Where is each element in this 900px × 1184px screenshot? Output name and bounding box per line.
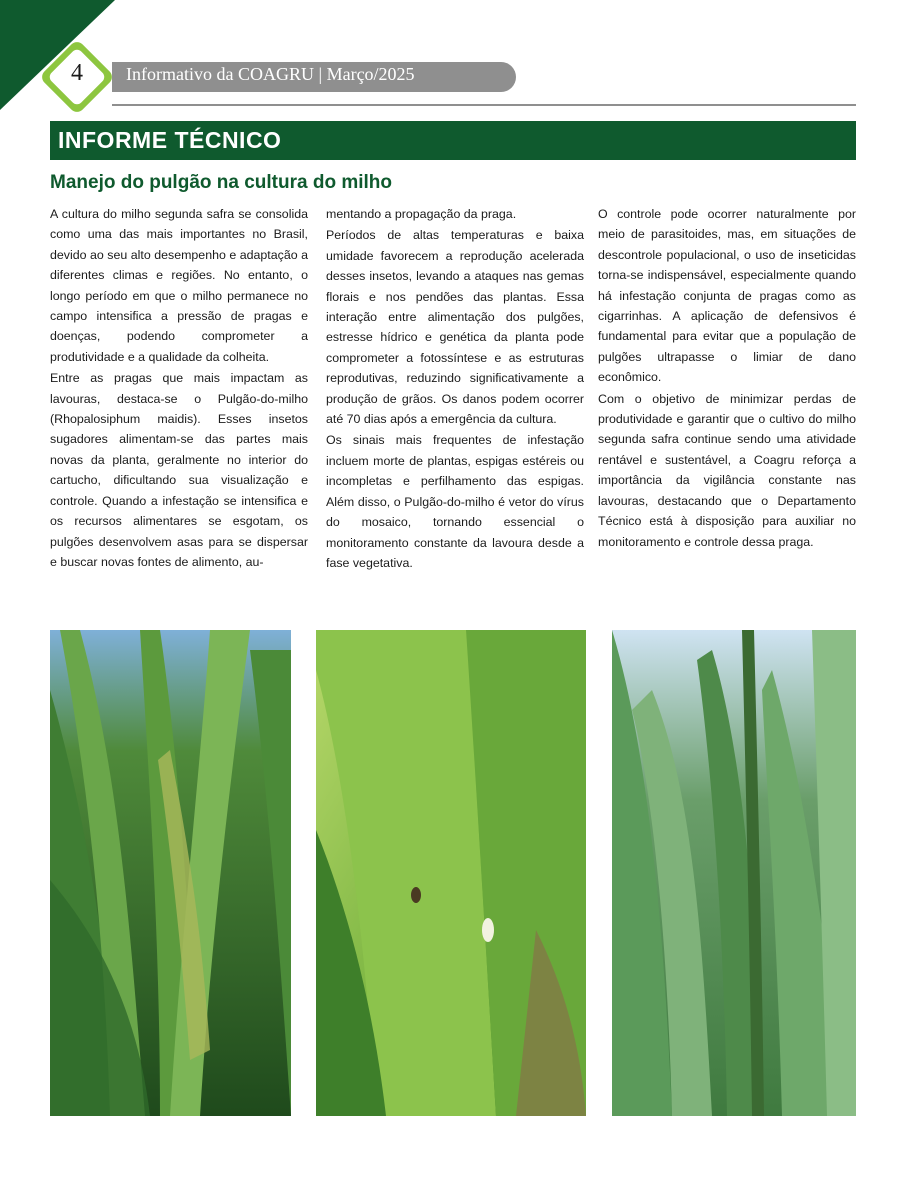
header-divider <box>112 104 856 106</box>
publication-title: Informativo da COAGRU | Março/2025 <box>126 64 415 84</box>
paragraph: mentando a propagação da praga. <box>326 207 517 221</box>
text-column-2 <box>326 204 584 574</box>
photo-corn-whorl-aphids <box>50 630 291 1116</box>
text-column-1 <box>50 204 308 573</box>
page-number: 4 <box>71 60 83 86</box>
paragraph: Os sinais mais frequentes de infestação incluem morte de plantas, espigas estéreis ou incompletas e perfilhamento das espigas. Além disso, o Pulgão-do-milho é vetor do vírus do mosaico, tornando essencial o monitoramento constante da lavoura desde a fase vegetativa. <box>326 433 584 570</box>
paragraph: Entre as pragas que mais impactam as lavouras, destaca-se o Pulgão-do-milho (Rhopalosiphum maidis). Esses insetos sugadores alimentam-se das partes mais novas da planta, geralmente no interior do cartucho, dificultando sua visualização e controle. Quando a infestação se intensifica e os recursos alimentares se esgotam, os pulgões desenvolvem asas para se dispersar e buscar novas fontes de alimento, au- <box>50 371 308 569</box>
paragraph: O controle pode ocorrer naturalmente por meio de parasitoides, mas, em situações de descontrole populacional, o uso de inseticidas torna-se indispensável, especialmente quando há infestação conjunta de pragas como as cigarrinhas. A aplicação de defensivos é fundamental para evitar que a população de pulgões ultrapasse o limiar de dano econômico. <box>598 207 856 385</box>
section-title: INFORME TÉCNICO <box>58 127 282 153</box>
photo-leaf-closeup <box>316 630 586 1116</box>
paragraph: Períodos de altas temperaturas e baixa umidade favorecem a reprodução acelerada desses insetos, levando a ataques nas gemas florais e nos pendões das plantas. Essa interação entre alimentação dos pulgões, estresse hídrico e genética da planta pode comprometer a fotossíntese e as estruturas reprodutivas, reduzindo significativamente a produção de grãos. Os danos podem ocorrer até 70 dias após a emergência da cultura. <box>326 228 584 427</box>
photo-corn-plants <box>612 630 856 1116</box>
paragraph: A cultura do milho segunda safra se consolida como uma das mais importantes no Brasil, devido ao seu alto desempenho e adaptação a diferentes climas e regiões. No entanto, o longo período em que o milho permanece no campo intensifica a pressão de pragas e doenças, podendo comprometer a produtividade e a qualidade da colheita. <box>50 207 308 364</box>
text-column-3 <box>598 204 856 553</box>
article-title: Manejo do pulgão na cultura do milho <box>50 172 392 193</box>
paragraph: Com o objetivo de minimizar perdas de produtividade e garantir que o cultivo do milho segunda safra continue sendo uma atividade rentável e sustentável, a Coagru reforça a importância da vigilância constante nas lavouras, destacando que o Departamento Técnico está à disposição para auxiliar no monitoramento e controle dessa praga. <box>598 391 856 549</box>
